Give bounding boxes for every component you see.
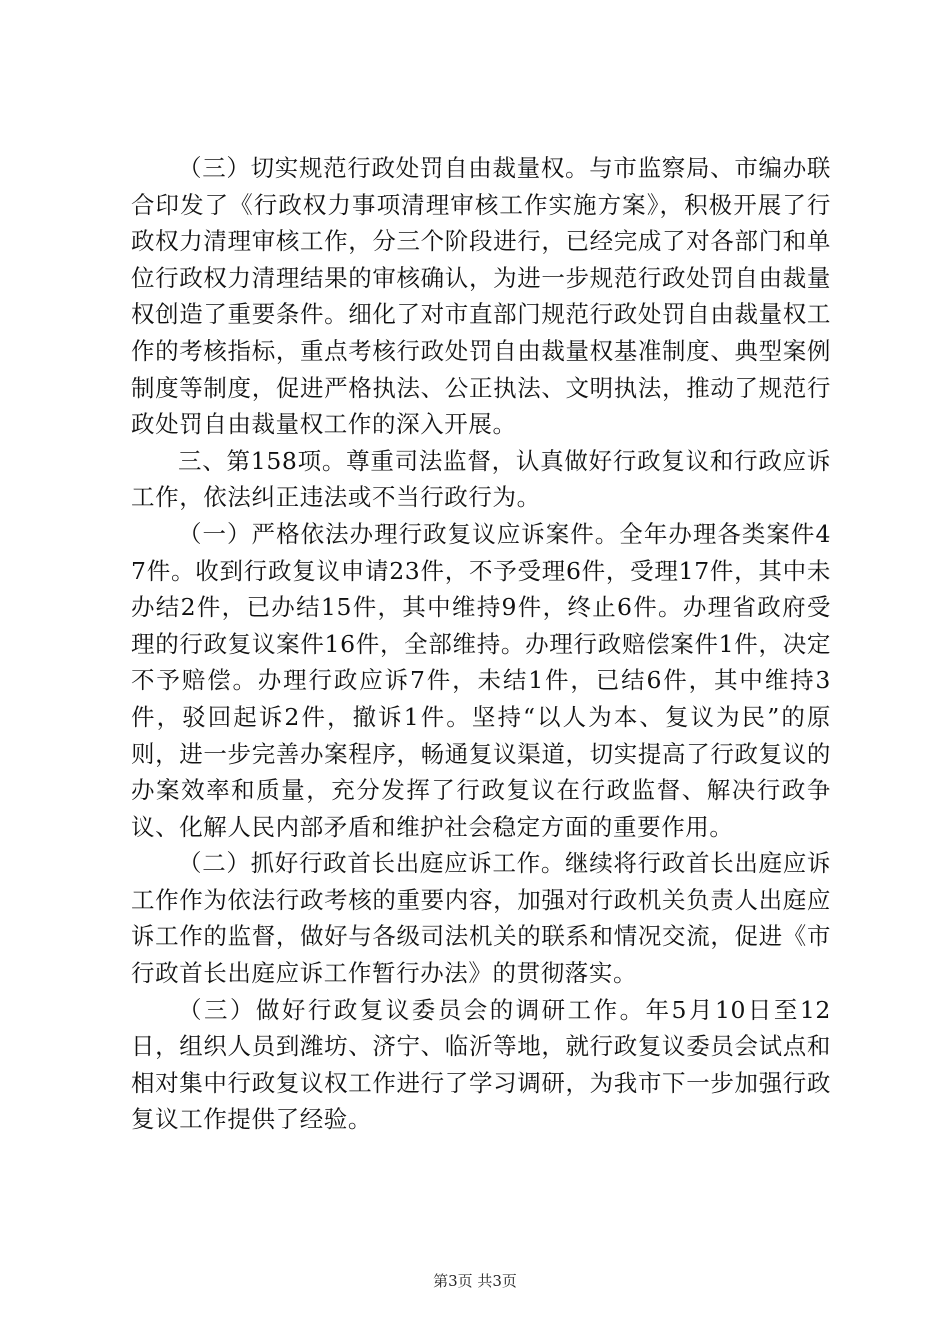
paragraph-discretion-standardization: （三）切实规范行政处罚自由裁量权。与市监察局、市编办联合印发了《行政权力事项清理审核工作实施方案》，积极开展了行政权力清理审核工作，分三个阶段进行，已经完成了对各部门和单位行政权力清理结果的审核确认，为进一步规范行政处罚自由裁量权创造了重要条件。细化了对市直部门规范行政处罚自由裁量权工作的考核指标，重点考核行政处罚自由裁量权基准制度、典型案例制度等制度，促进严格执法、公正执法、文明执法，推动了规范行政处罚自由裁量权工作的深入开展。 [131, 154, 831, 439]
paragraph-review-cases: （一）严格依法办理行政复议应诉案件。全年办理各类案件47件。收到行政复议申请23件，不予受理6件，受理17件，其中未办结2件，已办结15件，其中维持9件，终止6件。办理省政府受理的行政复议案件16件，全部维持。办理行政赔偿案件1件，决定不予赔偿。办理行政应诉7件，未结1件，已结6件，其中维持3件，驳回起诉2件，撤诉1件。坚持“以人为本、复议为民”的原则，进一步完善办案程序，畅通复议渠道，切实提高了行政复议的办案效率和质量，充分发挥了行政复议在行政监督、解决行政争议、化解人民内部矛盾和维护社会稳定方面的重要作用。 [131, 519, 831, 841]
paragraph-item-158: 三、第158项。尊重司法监督，认真做好行政复议和行政应诉工作，依法纠正违法或不当行政行为。 [131, 446, 831, 512]
paragraph-court-appearance: （二）抓好行政首长出庭应诉工作。继续将行政首长出庭应诉工作作为依法行政考核的重要内容，加强对行政机关负责人出庭应诉工作的监督，做好与各级司法机关的联系和情况交流，促进《市行政首长出庭应诉工作暂行办法》的贯彻落实。 [131, 849, 831, 988]
page-number-footer: 第3页 共3页 [433, 1272, 517, 1290]
paragraph-committee-research: （三）做好行政复议委员会的调研工作。年5月10日至12日，组织人员到潍坊、济宁、临沂等地，就行政复议委员会试点和相对集中行政复议权工作进行了学习调研，为我市下一步加强行政复议工作提供了经验。 [131, 995, 831, 1134]
document-body [131, 150, 831, 1138]
